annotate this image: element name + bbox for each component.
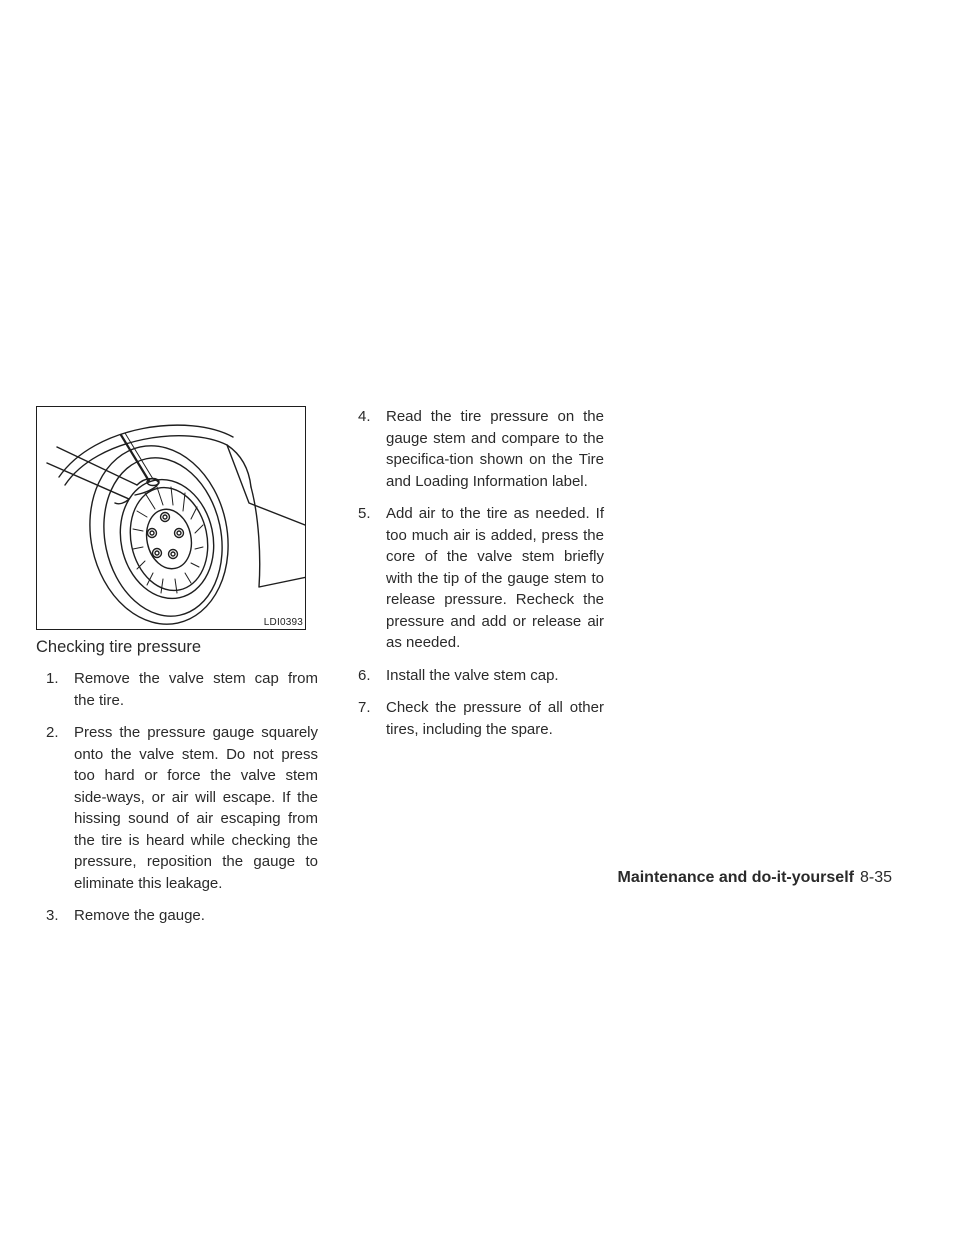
figure-code: LDI0393 (263, 617, 303, 628)
step-number: 5. (358, 505, 371, 522)
step-text: Install the valve stem cap. (386, 666, 559, 684)
section-title: Checking tire pressure (36, 638, 202, 656)
footer-section-title: Maintenance and do-it-yourself (617, 869, 854, 886)
tire-pressure-illustration (36, 406, 306, 630)
page-number: 8-35 (859, 869, 892, 886)
step-number: 1. (46, 670, 59, 687)
step-number: 7. (358, 699, 371, 716)
list-item (46, 722, 318, 894)
left-column (36, 636, 318, 938)
step-text: Remove the valve stem cap from the tire. (74, 670, 318, 709)
page-footer (618, 869, 893, 887)
list-item (46, 905, 318, 927)
list-item (358, 503, 604, 654)
step-text: Read the tire pressure on the gauge stem and compare to the specifica-tion shown on the Tire and Loading Information label. (386, 408, 604, 490)
step-text: Check the pressure of all other tires, including the spare. (386, 699, 604, 738)
steps-list-left (46, 668, 318, 927)
step-number: 4. (358, 408, 371, 425)
steps-list-right (358, 406, 604, 740)
right-column (358, 406, 604, 751)
step-text: Add air to the tire as needed. If too much air is added, press the core of the valve stem briefly with the tip of the gauge stem to release pressure. Recheck the pressure and add or release air as needed. (386, 505, 604, 651)
list-item (46, 668, 318, 711)
step-number: 6. (358, 666, 371, 684)
step-text: Remove the gauge. (74, 907, 205, 924)
list-item (358, 697, 604, 740)
list-item (358, 406, 604, 492)
list-item (358, 665, 604, 687)
tire-gauge-icon (37, 407, 306, 630)
step-text: Press the pressure gauge squarely onto the valve stem. Do not press too hard or force the valve stem side-ways, or air will escape. If the hissing sound of air escaping from the tire is heard while checking the pressure, reposition the gauge to eliminate this leakage. (74, 724, 318, 892)
step-number: 2. (46, 724, 59, 741)
step-number: 3. (46, 907, 59, 924)
